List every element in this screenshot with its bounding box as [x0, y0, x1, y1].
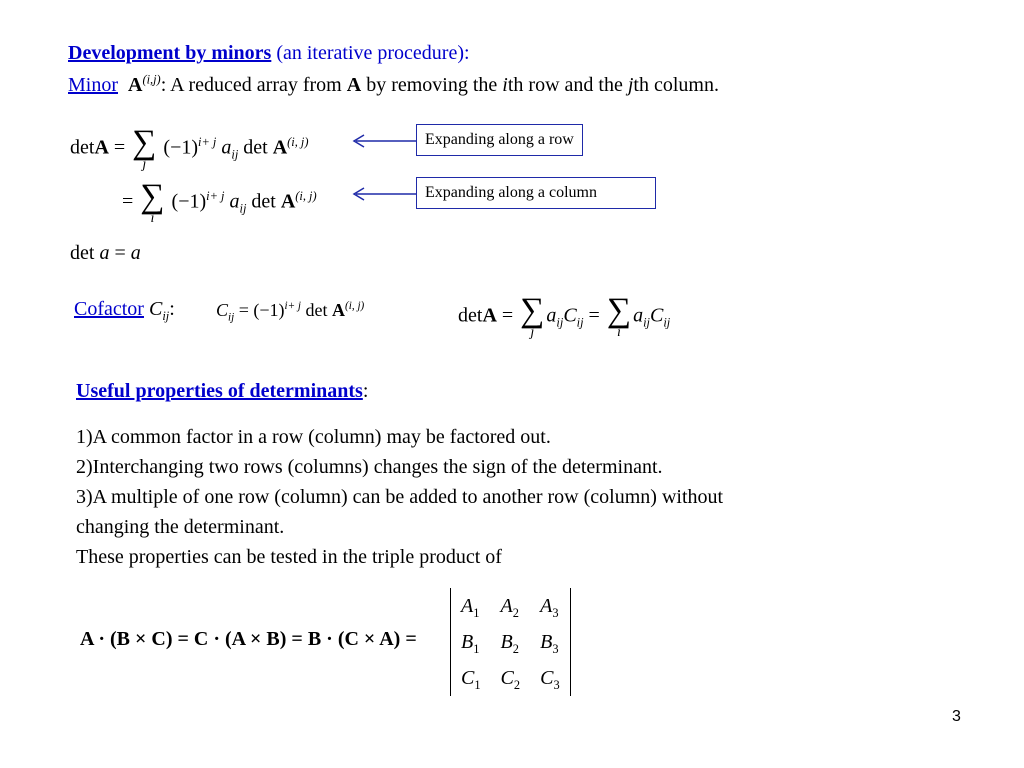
eq1-A2: A [272, 136, 288, 159]
cof-sum-i-index: i [617, 325, 621, 340]
cof-def-det: det [305, 300, 328, 320]
eq1-paren: (−1) [163, 136, 199, 159]
eq2-sum: ∑ i [140, 178, 165, 226]
cofactor-definition [74, 298, 175, 321]
minor-desc-4: th column. [633, 74, 719, 96]
eq3-eq: = [114, 242, 126, 264]
eq1-sum-index: j [142, 157, 147, 172]
eq2-det: det [251, 190, 276, 213]
matrix-cell: $A_2$ [500, 594, 519, 620]
minor-A: A [346, 74, 362, 96]
cof-def-eq: = [238, 300, 249, 320]
cof-rhs-eq1: = [501, 304, 514, 327]
cof-def-A-sup: (i, j) [345, 300, 365, 312]
minor-desc-2: by removing the [361, 74, 503, 96]
arrow-column [354, 188, 424, 200]
cof-def-paren: (−1) [253, 300, 285, 320]
minor-desc-3: th row and the [507, 74, 628, 96]
section-heading [68, 42, 470, 65]
arrow-row [354, 135, 424, 147]
property-item: 1)A common factor in a row (column) may be factored out. [76, 426, 551, 448]
eq2-paren: (−1) [171, 190, 207, 213]
minor-desc-1: : A reduced array from [160, 74, 347, 96]
cof-rhs-a2-sub: ij [643, 315, 650, 330]
eq1-det2: det [243, 136, 268, 159]
cof-sum-i: ∑ i [606, 292, 632, 340]
cof-rhs-a2: a [633, 304, 644, 327]
eq2-a-sub: ij [239, 201, 247, 216]
matrix-cell: $C_1$ [461, 666, 481, 692]
matrix-cell: $C_2$ [500, 666, 521, 692]
matrix-cell: $C_3$ [540, 666, 560, 692]
cofactor-C-sub: ij [162, 309, 170, 323]
callout-expanding-row: Expanding along a row [416, 124, 583, 156]
heading-title: Development by minors [68, 42, 272, 64]
cof-rhs-det: det [458, 304, 483, 327]
cof-sum-j-index: j [530, 325, 535, 340]
minor-label: Minor [68, 74, 118, 96]
property-item: 3)A multiple of one row (column) can be added to another row (column) without [76, 486, 724, 508]
eq1-a-sub: ij [231, 147, 239, 162]
cof-rhs-C-sub: ij [576, 315, 584, 330]
cofactor-colon: : [169, 298, 175, 320]
cof-def-pow: i+ j [284, 300, 302, 312]
cof-rhs-eq2: = [588, 304, 600, 327]
property-item: These properties can be tested in the triple product of [76, 546, 502, 568]
minor-sup: (i,j) [142, 72, 161, 87]
det-scalar-equation [70, 242, 141, 265]
cof-def-sub: ij [228, 311, 235, 324]
cof-def-C: C [216, 300, 229, 320]
matrix-cell: $A_3$ [540, 594, 559, 620]
eq3-a: a [99, 242, 110, 264]
cof-rhs-C2: C [649, 304, 664, 327]
triple-product-lhs: A · (B × C) = C · (A × B) = B · (C × A) = [80, 628, 417, 650]
properties-colon: : [362, 380, 369, 402]
eq2-eq: = [122, 190, 134, 213]
eq1-A-sup: (i, j) [287, 134, 309, 149]
cofactor-label: Cofactor [74, 298, 144, 320]
matrix-cell: $B_1$ [461, 630, 480, 656]
properties-heading [76, 380, 368, 403]
eq3-a2: a [130, 242, 141, 264]
eq2-a: a [229, 190, 240, 213]
eq1-pow: i+ j [198, 134, 217, 149]
eq2-A: A [280, 190, 296, 213]
matrix-cell: $B_3$ [540, 630, 559, 656]
property-item: changing the determinant. [76, 516, 285, 538]
callout-expanding-column: Expanding along a column [416, 177, 656, 209]
expansion-column-equation [122, 180, 317, 226]
matrix-cell: $A_1$ [461, 594, 480, 620]
matrix-row [451, 624, 570, 660]
eq2-pow: i+ j [206, 188, 225, 203]
eq1-det: det [70, 136, 95, 159]
property-item: 2)Interchanging two rows (columns) changes the sign of the determinant. [76, 456, 663, 478]
matrix-row [451, 588, 570, 624]
cof-rhs-A: A [482, 304, 497, 327]
cofactor-formula [216, 300, 365, 324]
determinant-matrix [450, 588, 571, 696]
properties-title: Useful properties of determinants [76, 380, 363, 402]
matrix-row [451, 660, 570, 696]
eq1-eq: = [113, 136, 126, 159]
minor-j: j [627, 74, 634, 96]
eq2-sum-index: i [150, 211, 155, 226]
eq1-a: a [221, 136, 232, 159]
cof-sum-j: ∑ j [520, 292, 545, 340]
eq2-A-sup: (i, j) [295, 188, 317, 203]
minor-symbol: A [128, 74, 143, 96]
minor-i: i [502, 74, 508, 96]
cof-def-A: A [332, 300, 346, 320]
cofactor-C: C [148, 298, 163, 320]
cofactor-expansion [458, 294, 670, 340]
page-number: 3 [952, 708, 961, 725]
eq3-det: det [70, 242, 95, 264]
eq1-sum: ∑ j [132, 124, 157, 172]
cof-rhs-a: a [546, 304, 557, 327]
cof-rhs-C2-sub: ij [663, 315, 671, 330]
expansion-row-equation [70, 126, 309, 172]
heading-paren: (an iterative procedure): [271, 42, 470, 64]
matrix-cell: $B_2$ [500, 630, 519, 656]
minor-definition [68, 74, 719, 97]
properties-list [76, 422, 723, 572]
cof-rhs-C: C [563, 304, 577, 327]
cof-rhs-a-sub: ij [556, 315, 564, 330]
eq1-A: A [94, 136, 109, 159]
